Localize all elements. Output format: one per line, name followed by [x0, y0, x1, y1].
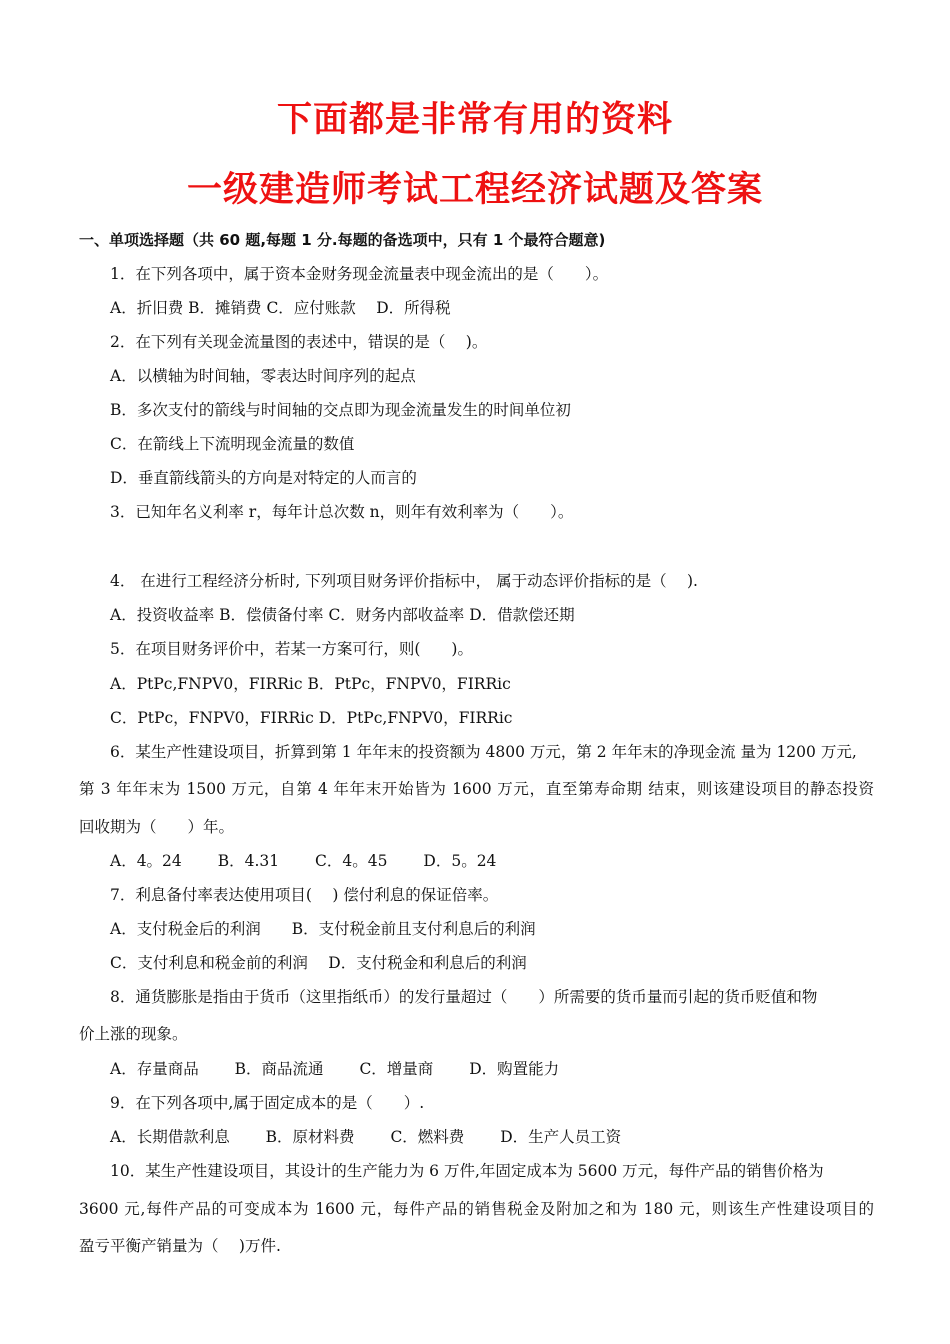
question-2-option-d: D．垂直箭线箭头的方向是对特定的人而言的: [110, 469, 417, 487]
question-8-line-1: 8．通货膨胀是指由于货币（这里指纸币）的发行量超过（ ）所需要的货币量而引起的货币贬值和物: [110, 988, 818, 1006]
question-5: 5．在项目财务评价中，若某一方案可行，则( )。: [110, 640, 473, 658]
question-10-line-2: 3600 元,每件产品的可变成本为 1600 元，每件产品的销售税金及附加之和为 180 元，则该生产性建设项目的: [79, 1200, 874, 1218]
page-title: 下面都是非常有用的资料: [276, 100, 673, 140]
question-6-line-3: 回收期为（ ）年。: [79, 818, 235, 836]
question-9: 9．在下列各项中,属于固定成本的是（ ）.: [110, 1094, 425, 1112]
question-7-options-ab: A．支付税金后的利润 B．支付税金前且支付利息后的利润: [110, 920, 536, 938]
question-6-line-2: 第 3 年年末为 1500 万元，自第 4 年年末开始皆为 1600 万元，直至第寿命期 结束，则该建设项目的静态投资: [79, 780, 874, 798]
question-2-option-b: B．多次支付的箭线与时间轴的交点即为现金流量发生的时间单位初: [110, 401, 571, 419]
question-1: 1．在下列各项中，属于资本金财务现金流量表中现金流出的是（ ）。: [110, 265, 609, 283]
question-1-options: A．折旧费 B．摊销费 C．应付账款 D．所得税: [110, 299, 451, 317]
question-9-options: A．长期借款利息 B．原材料费 C．燃料费 D．生产人员工资: [110, 1128, 622, 1146]
question-8-options: A．存量商品 B．商品流通 C．增量商 D．购置能力: [110, 1060, 560, 1078]
question-8-line-2: 价上涨的现象。: [79, 1025, 188, 1043]
question-10-line-1: 10．某生产性建设项目，其设计的生产能力为 6 万件,年固定成本为 5600 万元，每件产品的销售价格为: [110, 1162, 824, 1180]
question-7-options-cd: C．支付利息和税金前的利润 D．支付税金和利息后的利润: [110, 954, 527, 972]
question-2-option-a: A．以横轴为时间轴，零表达时间序列的起点: [110, 367, 416, 385]
question-6-line-1: 6．某生产性建设项目，折算到第 1 年年末的投资额为 4800 万元，第 2 年年末的净现金流 量为 1200 万元,: [110, 743, 857, 761]
question-2: 2．在下列有关现金流量图的表述中，错误的是（ )。: [110, 333, 488, 351]
question-3: 3．已知年名义利率 r，每年计总次数 n，则年有效利率为（ ）。: [110, 503, 574, 521]
question-6-options: A．4。24 B．4.31 C．4。45 D．5。24: [110, 852, 497, 870]
question-7: 7．利息备付率表达使用项目( ) 偿付利息的保证倍率。: [110, 886, 499, 904]
document-title: 一级建造师考试工程经济试题及答案: [186, 170, 763, 210]
question-10-line-3: 盈亏平衡产销量为（ )万件.: [79, 1237, 281, 1255]
question-4-options: A．投资收益率 B．偿债备付率 C．财务内部收益率 D．借款偿还期: [110, 606, 575, 624]
question-5-options-ab: A．PtPc,FNPV0，FIRRic B．PtPc，FNPV0，FIRRic: [110, 675, 511, 693]
question-5-options-cd: C．PtPc，FNPV0，FIRRic D．PtPc,FNPV0，FIRRic: [110, 709, 513, 727]
section-heading: 一、单项选择题（共 60 题,每题 1 分.每题的备选项中，只有 1 个最符合题意): [79, 231, 606, 249]
question-4: 4． 在进行工程经济分析时, 下列项目财务评价指标中， 属于动态评价指标的是（ ).: [110, 572, 698, 590]
question-2-option-c: C．在箭线上下流明现金流量的数值: [110, 435, 355, 453]
